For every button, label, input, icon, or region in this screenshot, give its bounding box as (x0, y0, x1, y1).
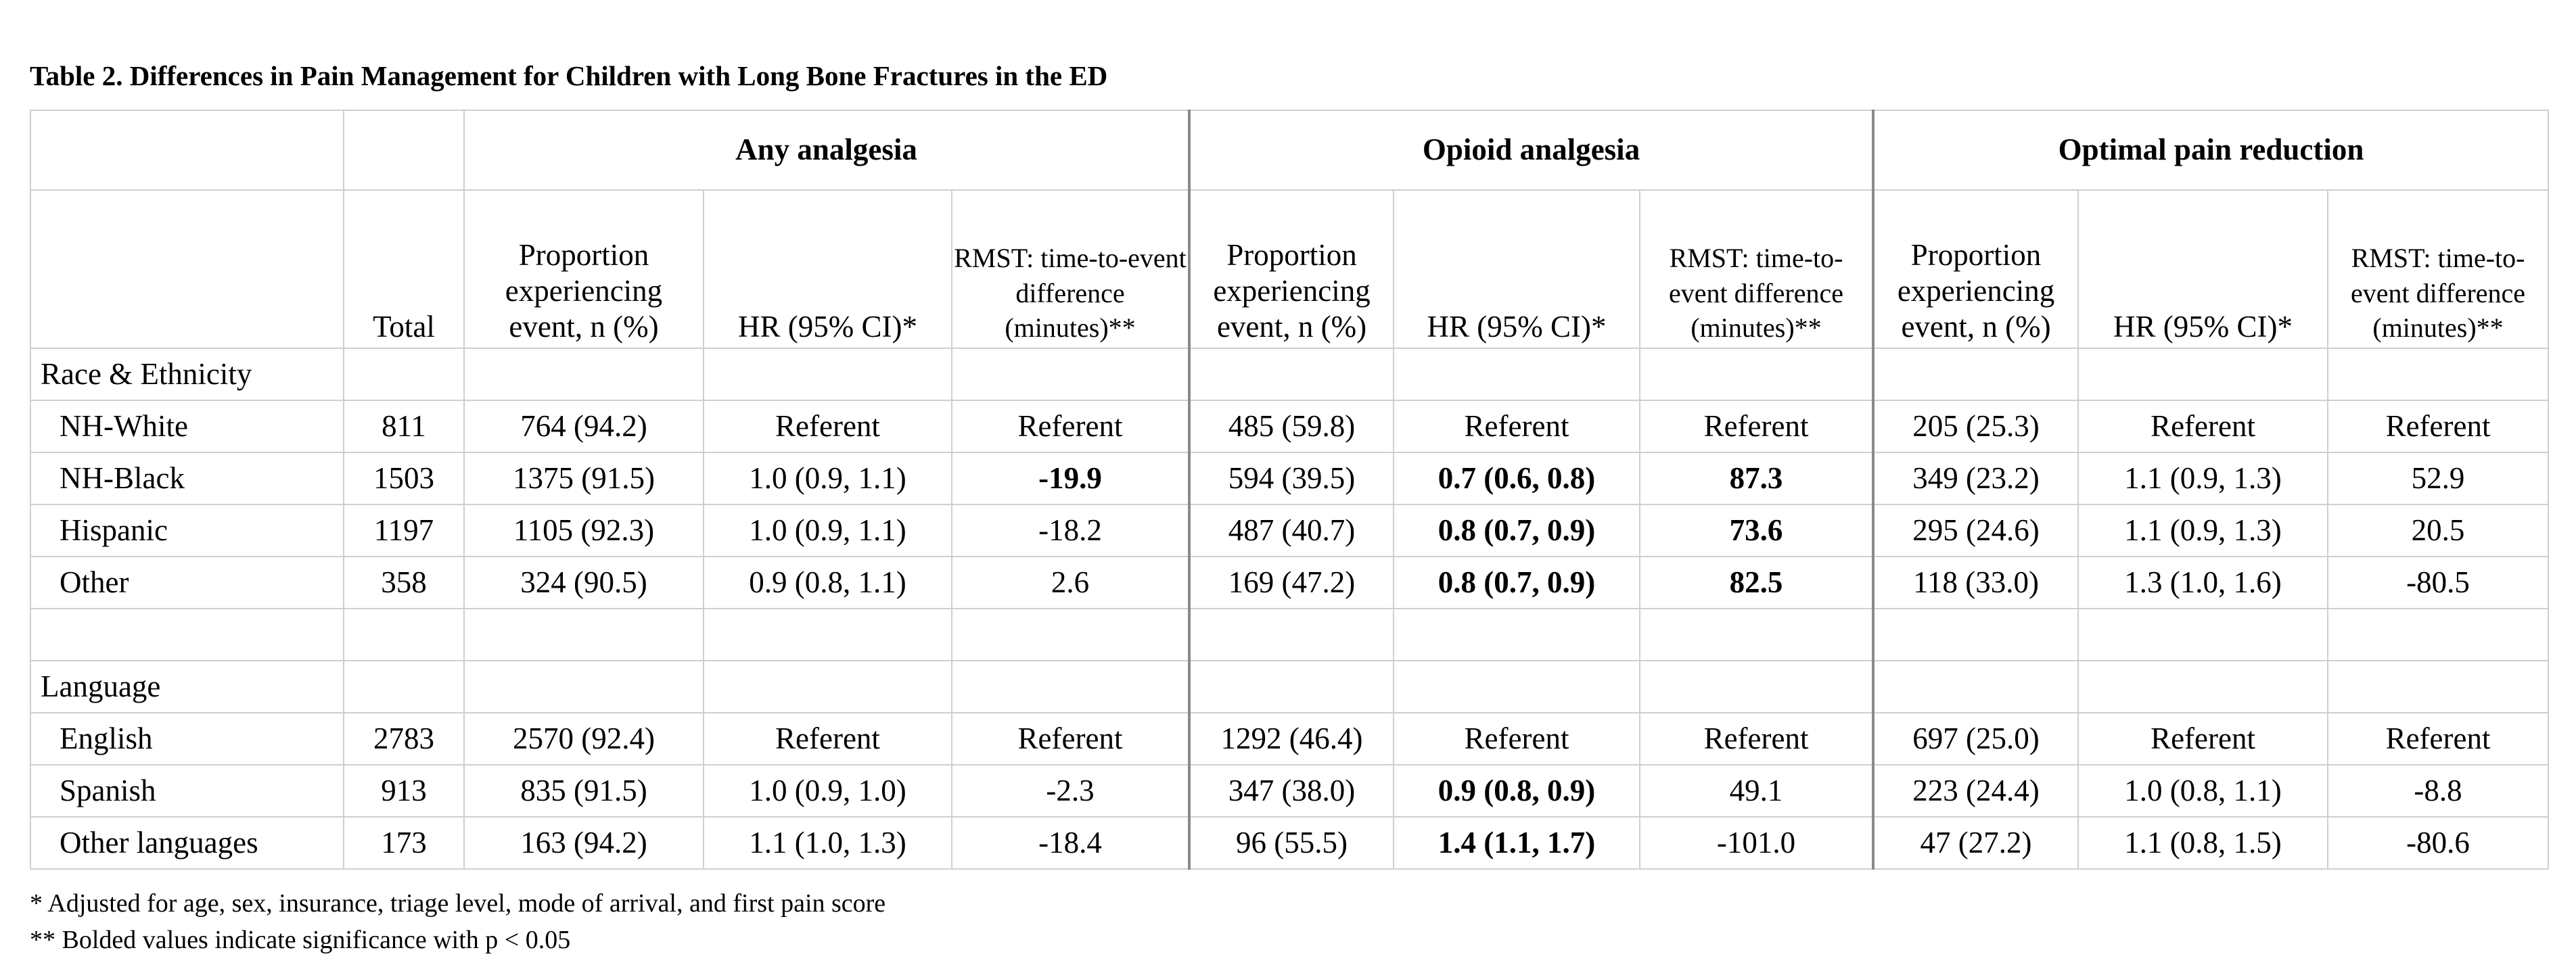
table-row (30, 504, 2548, 557)
hr-cell: 0.8 (0.7, 0.9) (1394, 557, 1640, 609)
table-title: Table 2. Differences in Pain Management for Children with Long Bone Fractures in the ED (30, 60, 1108, 91)
empty-cell (464, 348, 704, 400)
proportion-cell: 118 (33.0) (1873, 557, 2078, 609)
proportion-cell: 47 (27.2) (1873, 817, 2078, 869)
proportion-cell: 1105 (92.3) (464, 504, 704, 557)
total-cell: 913 (344, 765, 464, 817)
empty-cell (1640, 609, 1873, 661)
hr-cell: Referent (2078, 713, 2328, 765)
proportion-cell: 347 (38.0) (1189, 765, 1394, 817)
empty-cell (2328, 348, 2548, 400)
column-header-label: RMST: time-to-event difference (minutes)** (2351, 243, 2526, 343)
empty-cell (704, 609, 952, 661)
section-header-row (30, 661, 2548, 713)
empty-cell (1394, 661, 1640, 713)
empty-cell (464, 661, 704, 713)
hr-cell: Referent (1394, 713, 1640, 765)
group-header-row (30, 110, 2548, 190)
column-header-label: Total (373, 309, 435, 344)
footnote-significance: ** Bolded values indicate significance with p < 0.05 (30, 926, 571, 954)
total-cell: 358 (344, 557, 464, 609)
row-label: Other languages (30, 817, 344, 869)
proportion-cell: 697 (25.0) (1873, 713, 2078, 765)
section-header-row (30, 348, 2548, 400)
empty-cell (30, 609, 344, 661)
empty-cell (952, 661, 1189, 713)
hr-cell: Referent (704, 400, 952, 452)
proportion-cell: 223 (24.4) (1873, 765, 2078, 817)
table-row (30, 713, 2548, 765)
section-label: Race & Ethnicity (30, 348, 344, 400)
rmst-cell: -80.5 (2328, 557, 2548, 609)
rmst-cell: 87.3 (1640, 452, 1873, 504)
empty-header-cell (344, 110, 464, 190)
column-header-label: HR (95% CI)* (738, 309, 917, 344)
rmst-cell: 49.1 (1640, 765, 1873, 817)
empty-cell (1394, 348, 1640, 400)
proportion-cell: 1375 (91.5) (464, 452, 704, 504)
empty-cell (2328, 609, 2548, 661)
empty-cell (704, 348, 952, 400)
table-row (30, 817, 2548, 869)
column-header-label: RMST: time-to-event difference (minutes)** (1669, 243, 1844, 343)
column-header-label: HR (95% CI)* (2113, 309, 2293, 344)
proportion-cell: 96 (55.5) (1189, 817, 1394, 869)
column-header-proportion (1873, 190, 2078, 348)
group-header-opioid-analgesia: Opioid analgesia (1189, 110, 1873, 190)
hr-cell: 1.1 (1.0, 1.3) (704, 817, 952, 869)
proportion-cell: 169 (47.2) (1189, 557, 1394, 609)
column-header-proportion (1189, 190, 1394, 348)
proportion-cell: 2570 (92.4) (464, 713, 704, 765)
proportion-cell: 163 (94.2) (464, 817, 704, 869)
proportion-cell: 594 (39.5) (1189, 452, 1394, 504)
empty-cell (1189, 661, 1394, 713)
hr-cell: 1.1 (0.9, 1.3) (2078, 452, 2328, 504)
column-header-label: Proportion experiencing event, n (%) (1897, 237, 2055, 344)
empty-cell (1640, 661, 1873, 713)
empty-header-cell (30, 110, 344, 190)
column-header-label: RMST: time-to-event difference (minutes)** (954, 243, 1187, 343)
empty-cell (344, 348, 464, 400)
hr-cell: Referent (704, 713, 952, 765)
column-header-label: HR (95% CI)* (1427, 309, 1607, 344)
rmst-cell: 73.6 (1640, 504, 1873, 557)
table-row (30, 400, 2548, 452)
total-cell: 811 (344, 400, 464, 452)
group-header-any-analgesia: Any analgesia (464, 110, 1189, 190)
empty-cell (952, 609, 1189, 661)
rmst-cell: -18.4 (952, 817, 1189, 869)
empty-cell (952, 348, 1189, 400)
total-cell: 173 (344, 817, 464, 869)
empty-cell (464, 609, 704, 661)
empty-cell (704, 661, 952, 713)
proportion-cell: 324 (90.5) (464, 557, 704, 609)
rmst-cell: Referent (2328, 400, 2548, 452)
empty-cell (2078, 348, 2328, 400)
row-label: NH-White (30, 400, 344, 452)
column-header-proportion (464, 190, 704, 348)
rmst-cell: Referent (1640, 400, 1873, 452)
empty-cell (344, 661, 464, 713)
empty-cell (2328, 661, 2548, 713)
total-cell: 2783 (344, 713, 464, 765)
rmst-cell: 52.9 (2328, 452, 2548, 504)
proportion-cell: 485 (59.8) (1189, 400, 1394, 452)
rmst-cell: 20.5 (2328, 504, 2548, 557)
rmst-cell: Referent (952, 400, 1189, 452)
results-table (30, 110, 2549, 870)
proportion-cell: 487 (40.7) (1189, 504, 1394, 557)
hr-cell: 1.0 (0.9, 1.1) (704, 452, 952, 504)
proportion-cell: 295 (24.6) (1873, 504, 2078, 557)
hr-cell: Referent (2078, 400, 2328, 452)
empty-cell (2078, 661, 2328, 713)
proportion-cell: 349 (23.2) (1873, 452, 2078, 504)
column-header-hr (2078, 190, 2328, 348)
rmst-cell: 2.6 (952, 557, 1189, 609)
group-header-optimal-pain-reduction: Optimal pain reduction (1873, 110, 2548, 190)
table-row (30, 765, 2548, 817)
column-header-hr (704, 190, 952, 348)
proportion-cell: 1292 (46.4) (1189, 713, 1394, 765)
rmst-cell: Referent (1640, 713, 1873, 765)
total-cell: 1197 (344, 504, 464, 557)
rmst-cell: -101.0 (1640, 817, 1873, 869)
empty-cell (1640, 348, 1873, 400)
rmst-cell: -80.6 (2328, 817, 2548, 869)
column-header-rmst (1640, 190, 1873, 348)
hr-cell: 1.1 (0.9, 1.3) (2078, 504, 2328, 557)
rmst-cell: -19.9 (952, 452, 1189, 504)
table-row (30, 557, 2548, 609)
rmst-cell: -2.3 (952, 765, 1189, 817)
empty-cell (1873, 348, 2078, 400)
hr-cell: 1.3 (1.0, 1.6) (2078, 557, 2328, 609)
hr-cell: 0.8 (0.7, 0.9) (1394, 504, 1640, 557)
row-label: Spanish (30, 765, 344, 817)
rmst-cell: -18.2 (952, 504, 1189, 557)
hr-cell: 1.1 (0.8, 1.5) (2078, 817, 2328, 869)
column-header-hr (1394, 190, 1640, 348)
empty-cell (1873, 609, 2078, 661)
column-header-label: Proportion experiencing event, n (%) (505, 237, 663, 344)
column-header-label: Proportion experiencing event, n (%) (1213, 237, 1371, 344)
table-row (30, 452, 2548, 504)
empty-cell (1394, 609, 1640, 661)
rmst-cell: 82.5 (1640, 557, 1873, 609)
hr-cell: 1.0 (0.9, 1.1) (704, 504, 952, 557)
row-label: English (30, 713, 344, 765)
empty-cell (1189, 609, 1394, 661)
spacer-row (30, 609, 2548, 661)
hr-cell: 0.9 (0.8, 1.1) (704, 557, 952, 609)
hr-cell: 0.9 (0.8, 0.9) (1394, 765, 1640, 817)
footnote-adjusted: * Adjusted for age, sex, insurance, triage level, mode of arrival, and first pain score (30, 889, 886, 918)
rmst-cell: -8.8 (2328, 765, 2548, 817)
rmst-cell: Referent (952, 713, 1189, 765)
column-header-row (30, 190, 2548, 348)
empty-header-cell (30, 190, 344, 348)
rmst-cell: Referent (2328, 713, 2548, 765)
proportion-cell: 835 (91.5) (464, 765, 704, 817)
table-body (30, 348, 2548, 869)
hr-cell: 1.0 (0.9, 1.0) (704, 765, 952, 817)
column-header-total (344, 190, 464, 348)
hr-cell: 1.0 (0.8, 1.1) (2078, 765, 2328, 817)
row-label: Hispanic (30, 504, 344, 557)
empty-cell (2078, 609, 2328, 661)
empty-cell (344, 609, 464, 661)
proportion-cell: 205 (25.3) (1873, 400, 2078, 452)
hr-cell: 1.4 (1.1, 1.7) (1394, 817, 1640, 869)
hr-cell: 0.7 (0.6, 0.8) (1394, 452, 1640, 504)
section-label: Language (30, 661, 344, 713)
total-cell: 1503 (344, 452, 464, 504)
row-label: NH-Black (30, 452, 344, 504)
hr-cell: Referent (1394, 400, 1640, 452)
column-header-rmst (2328, 190, 2548, 348)
empty-cell (1873, 661, 2078, 713)
empty-cell (1189, 348, 1394, 400)
row-label: Other (30, 557, 344, 609)
column-header-rmst (952, 190, 1189, 348)
proportion-cell: 764 (94.2) (464, 400, 704, 452)
